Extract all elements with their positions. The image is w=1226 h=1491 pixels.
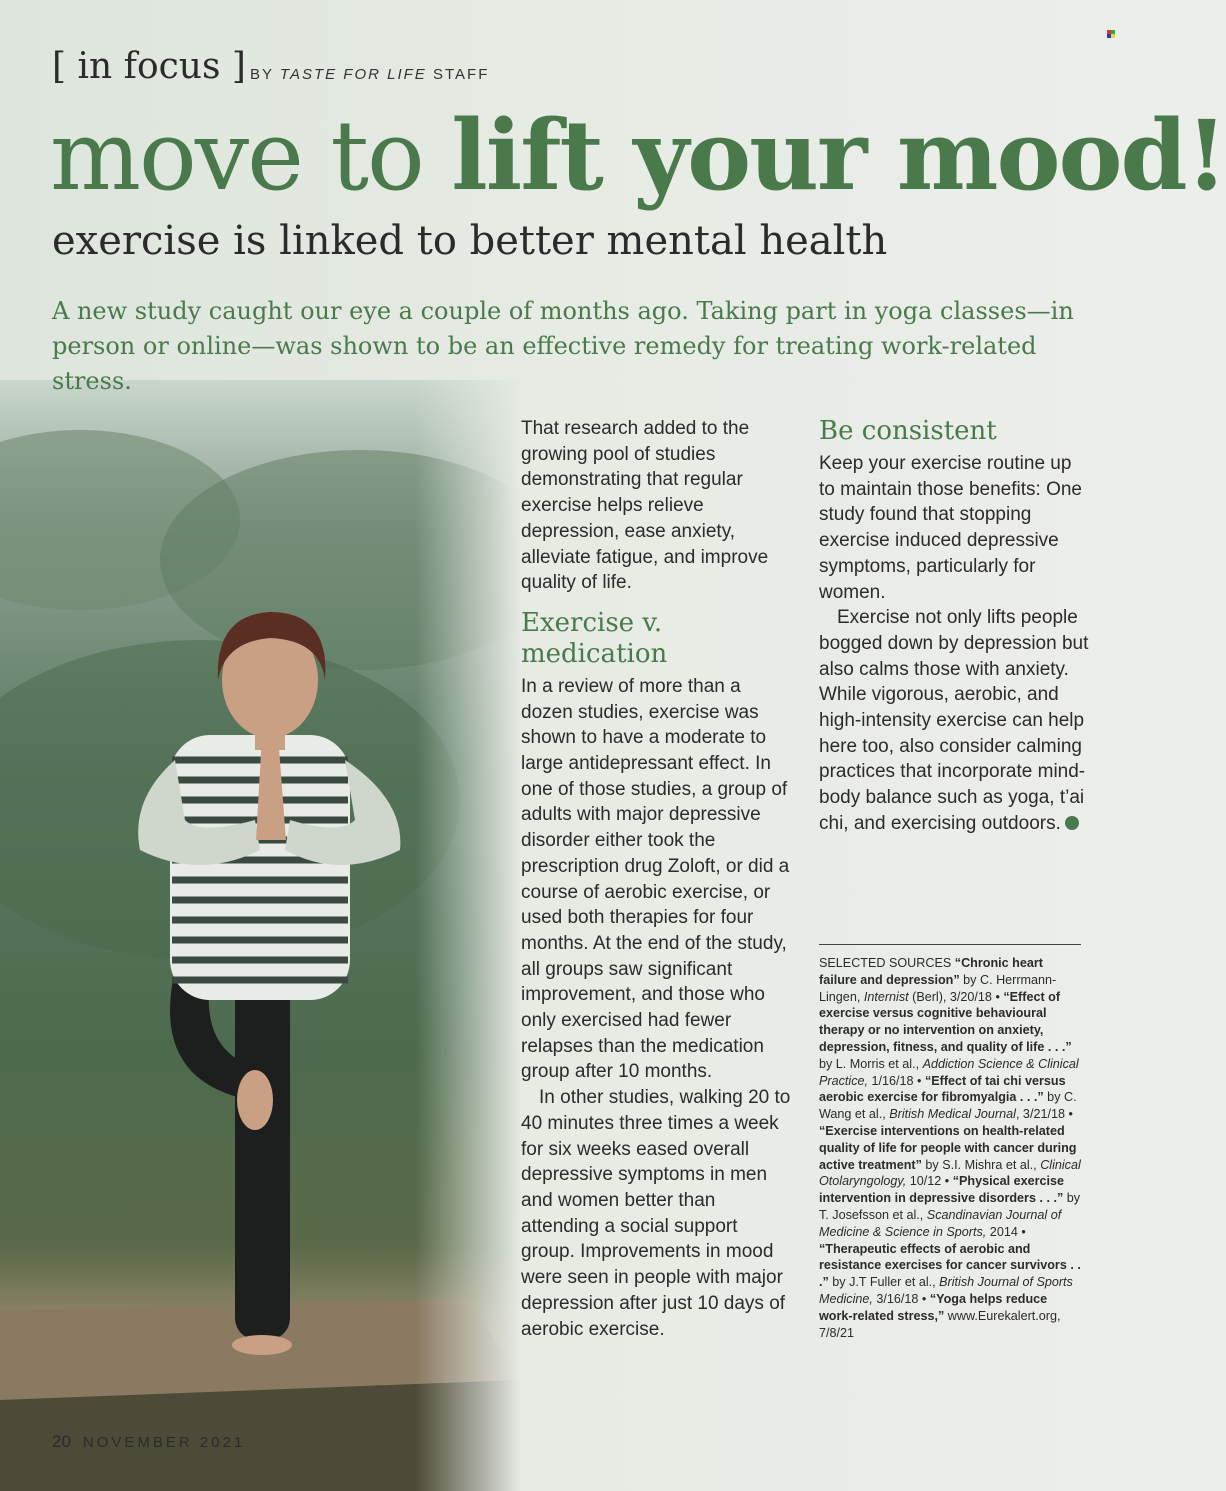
end-mark-icon <box>1065 816 1079 830</box>
page-number: 20 <box>52 1432 71 1451</box>
byline-prefix: BY <box>250 66 280 83</box>
byline-suffix: STAFF <box>426 66 490 83</box>
source-title: “Therapeutic effects of aerobic and resistance exercises for cancer survivors . . .” <box>819 1241 1081 1290</box>
intro-paragraph: A new study caught our eye a couple of months ago. Taking part in yoga classes—in person or online—was shown to be an effective remedy for treating work-related stress. <box>52 297 1074 395</box>
source-author: by J.T Fuller et al., <box>828 1275 940 1290</box>
source-author: by T. Josefsson et al., <box>819 1191 1081 1222</box>
section-kicker: [ in focus ] <box>52 46 246 87</box>
source-journal: Scandinavian Journal of Medicine & Science in Sports, <box>819 1207 1062 1239</box>
source-journal: Addiction Science & Clinical Practice, <box>819 1056 1079 1088</box>
section-heading-consistent: Be consistent <box>819 416 997 446</box>
paragraph-final <box>819 605 1089 836</box>
article-headline <box>50 99 1226 212</box>
source-title: “Effect of tai chi versus aerobic exercise for fibromyalgia . . .” <box>819 1073 1066 1105</box>
source-journal: Clinical Otolaryngology, <box>819 1157 1081 1189</box>
photo-illustration <box>0 380 520 1491</box>
source-title: “Exercise interventions on health-related quality of life for people with cancer during active treatment” <box>819 1123 1077 1172</box>
section-heading-medication: Exercise v. medication <box>521 607 668 669</box>
source-date: (Berl), 3/20/18 • <box>908 989 1004 1004</box>
paragraph-text: Exercise not only lifts people bogged down by depression but also calms those with anxiety. While vigorous, aerobic, and high-intensity exercise can help here too, also consider calming practices that incorporate mind-body balance such as yoga, t’ai chi, and exercising outdoors. <box>819 607 1089 834</box>
article-subhead: exercise is linked to better mental health <box>52 218 888 264</box>
selected-sources <box>819 944 1081 1341</box>
paragraph: Keep your exercise routine up to maintain those benefits: One study found that stopping exercise induced depressive symptoms, particularly for women. <box>819 453 1082 603</box>
paragraph: In other studies, walking 20 to 40 minutes three times a week for six weeks eased overall depressive symptoms in men and women better than attending a social support group. Improvements in mood were seen in people with major depression after just 10 days of aerobic exercise. <box>521 1087 791 1340</box>
color-bar-icon <box>1107 30 1115 38</box>
headline-bold: lift your mood! <box>451 99 1226 212</box>
byline-name: TASTE FOR LIFE <box>279 66 427 83</box>
source-date: 2014 • <box>986 1224 1026 1239</box>
source-author: by C. Herrmann-Lingen, <box>819 972 1057 1004</box>
source-date: 10/12 • <box>906 1174 953 1189</box>
source-author: by S.I. Mishra et al., <box>921 1157 1041 1172</box>
body-column-2 <box>819 416 1089 837</box>
byline <box>250 66 489 83</box>
headline-light: move to <box>50 100 452 212</box>
source-title: “Physical exercise intervention in depressive disorders . . .” <box>819 1174 1065 1206</box>
source-date: www.Eurekalert.org, 7/8/21 <box>819 1308 1061 1340</box>
source-title: “Effect of exercise versus cognitive behavioural therapy or no intervention on anxiety, depression, fitness, and quality of life . . .” <box>819 989 1072 1054</box>
page-footer <box>52 1432 245 1452</box>
source-journal: Internist <box>863 989 909 1004</box>
source-author: by C. Wang et al., <box>819 1090 1077 1122</box>
source-date: 3/16/18 • <box>872 1291 930 1306</box>
paragraph: That research added to the growing pool of studies demonstrating that regular exercise helps relieve depression, ease anxiety, alleviate fatigue, and improve quality of life. <box>521 418 769 594</box>
source-author: by L. Morris et al., <box>819 1056 923 1071</box>
body-column-1 <box>521 416 796 1342</box>
source-title: “Yoga helps reduce work-related stress,” <box>819 1291 1048 1323</box>
source-date: 1/16/18 • <box>868 1073 925 1088</box>
source-journal: British Journal of Sports Medicine, <box>819 1275 1073 1306</box>
issue-date: NOVEMBER 2021 <box>82 1434 246 1451</box>
yoga-woman-photo <box>0 380 520 1491</box>
source-date: , 3/21/18 • <box>1015 1107 1073 1122</box>
source-title: “Chronic heart failure and depression” <box>819 956 1043 987</box>
paragraph: In a review of more than a dozen studies, exercise was shown to have a moderate to large antidepressant effect. In one of those studies, a group of adults with major depressive disorder either took the prescription drug Zoloft, or did a course of aerobic exercise, or used both therapies for four months. At the end of the study, all groups saw significant improvement, and those who only exercised had fewer relapses than the medication group after 10 months. <box>521 675 790 1083</box>
sources-label: SELECTED SOURCES <box>819 956 955 970</box>
source-journal: British Medical Journal <box>889 1107 1016 1122</box>
